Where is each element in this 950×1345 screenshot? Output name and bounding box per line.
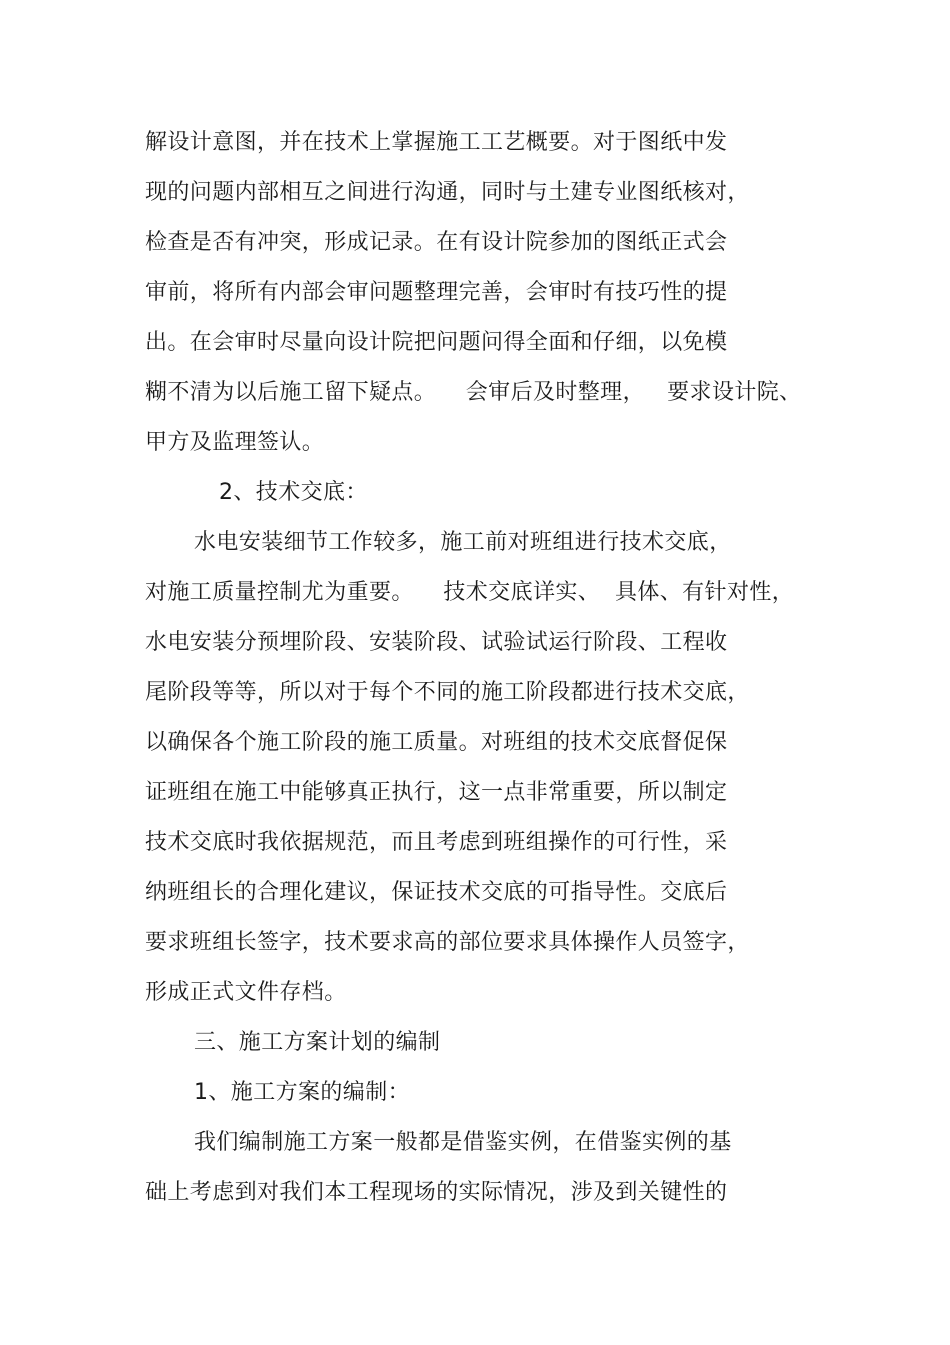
paragraph-line: 水电安装细节工作较多，施工前对班组进行技术交底， [194,530,732,555]
paragraph-line: 纳班组长的合理化建议，保证技术交底的可指导性。交底后 [145,880,728,905]
paragraph-line: 我们编制施工方案一般都是借鉴实例，在借鉴实例的基 [194,1130,732,1155]
paragraph-line: 证班组在施工中能够真正执行，这一点非常重要，所以制定 [145,780,728,805]
paragraph-line: 础上考虑到对我们本工程现场的实际情况，涉及到关键性的 [145,1180,728,1205]
paragraph-line: 要求班组长签字，技术要求高的部位要求具体操作人员签字， [145,930,750,955]
paragraph-line: 水电安装分预埋阶段、安装阶段、试验试运行阶段、工程收 [145,630,728,655]
paragraph-line: 形成正式文件存档。 [145,980,347,1005]
paragraph-line: 出。在会审时尽量向设计院把问题问得全面和仔细，以免模 [145,330,728,355]
subsection-heading: 1、施工方案的编制： [194,1080,410,1105]
paragraph-line: 甲方及监理签认。 [145,430,325,455]
paragraph-line: 尾阶段等等，所以对于每个不同的施工阶段都进行技术交底， [145,680,750,705]
paragraph-line: 解设计意图，并在技术上掌握施工工艺概要。对于图纸中发 [145,130,728,155]
paragraph-line: 糊不清为以后施工留下疑点。 会审后及时整理， 要求设计院、 [145,380,802,405]
section-heading: 三、施工方案计划的编制 [194,1030,441,1055]
paragraph-line: 对施工质量控制尤为重要。 技术交底详实、 具体、有针对性， [145,580,795,605]
section-heading: 2、技术交底： [219,480,368,505]
paragraph-line: 技术交底时我依据规范，而且考虑到班组操作的可行性，采 [145,830,728,855]
paragraph-line: 检查是否有冲突，形成记录。在有设计院参加的图纸正式会 [145,230,728,255]
paragraph-line: 审前，将所有内部会审问题整理完善，会审时有技巧性的提 [145,280,728,305]
paragraph-line: 以确保各个施工阶段的施工质量。对班组的技术交底督促保 [145,730,728,755]
paragraph-line: 现的问题内部相互之间进行沟通，同时与土建专业图纸核对， [145,180,750,205]
